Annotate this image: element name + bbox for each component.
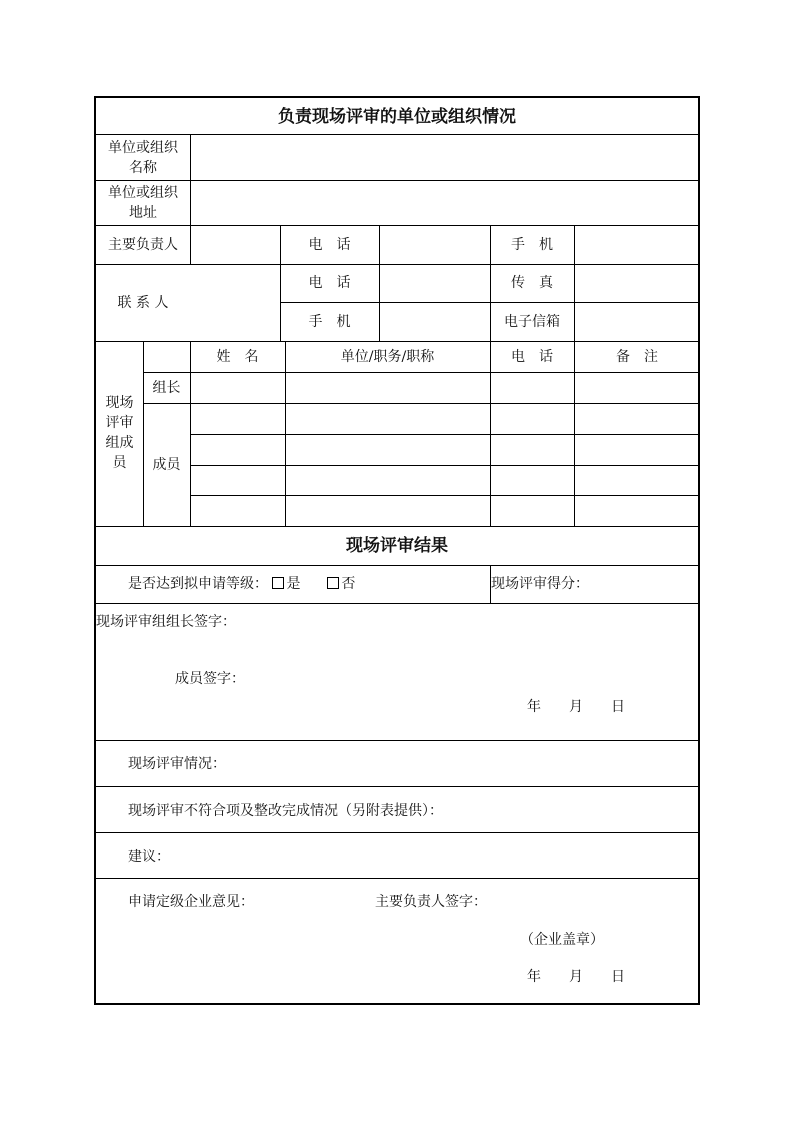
principal-mobile-label: 手 机 [511,237,553,253]
row-line [94,341,700,342]
col-line [574,225,575,342]
team-label: 现场 评审 组成 员 [105,395,134,471]
situation-label: 现场评审情况： [128,756,226,772]
principal-label: 主要负责人 [108,237,178,253]
row-line [143,372,700,373]
yes-label: 是 [286,576,301,592]
section-title-result: 现场评审结果 [346,536,448,556]
opinion-date: 年 月 日 [527,969,625,985]
nonconformity-label: 现场评审不符合项及整改完成情况（另附表提供）： [128,803,443,819]
col-phone-header: 电 话 [511,349,553,365]
col-line [379,225,380,342]
reach-level-label: 是否达到拟申请等级： [128,576,268,592]
row-line [94,740,700,741]
member-sign-label: 成员签字： [175,671,245,687]
enterprise-opinion-label: 申请定级企业意见： [128,894,254,910]
col-position-header: 单位/职务/职称 [340,349,435,365]
col-line [285,341,286,527]
col-line [190,134,191,265]
row-line [94,565,700,566]
contact-phone-label: 电 话 [308,275,351,291]
members-label: 成员 [152,457,181,473]
col-line [574,341,575,527]
col-remark-header: 备 注 [616,349,658,365]
sign-date: 年 月 日 [527,699,625,715]
row-line [94,225,700,226]
leader-sign-label: 现场评审组组长签字： [96,614,236,630]
seal-label: （企业盖章） [520,932,604,948]
row-line [190,495,700,496]
contact-fax-label: 传 真 [511,275,553,291]
row-line [94,786,700,787]
frame-right [698,96,700,1005]
contact-email-label: 电子信箱 [504,314,560,330]
frame-bottom [94,1003,700,1005]
principal-phone-label: 电 话 [308,237,351,253]
principal-sign-label: 主要负责人签字： [375,894,487,910]
score-label: 现场评审得分： [491,576,589,592]
row-line [94,878,700,879]
row-line [94,832,700,833]
leader-label: 组长 [152,380,181,396]
no-label: 否 [341,576,356,592]
row-line [190,434,700,435]
row-line [94,180,700,181]
contact-mobile-label: 手 机 [308,314,351,330]
row-line [94,264,700,265]
row-line [190,465,700,466]
checkbox-yes[interactable] [272,577,284,589]
contact-label: 联 系 人 [117,295,169,311]
col-line [143,341,144,527]
org-name-label: 单位或组织 名称 [108,140,178,176]
col-name-header: 姓 名 [216,349,259,365]
frame-top [94,96,700,98]
col-line [490,341,491,527]
section-title: 负责现场评审的单位或组织情况 [278,107,516,127]
row-line [94,526,700,527]
row-line [143,403,700,404]
reach-level-row [128,574,355,594]
checkbox-no[interactable] [327,577,339,589]
col-line [190,341,191,527]
org-address-label: 单位或组织 地址 [108,185,178,221]
row-line [94,603,700,604]
suggestion-label: 建议： [128,849,170,865]
row-line [94,134,700,135]
